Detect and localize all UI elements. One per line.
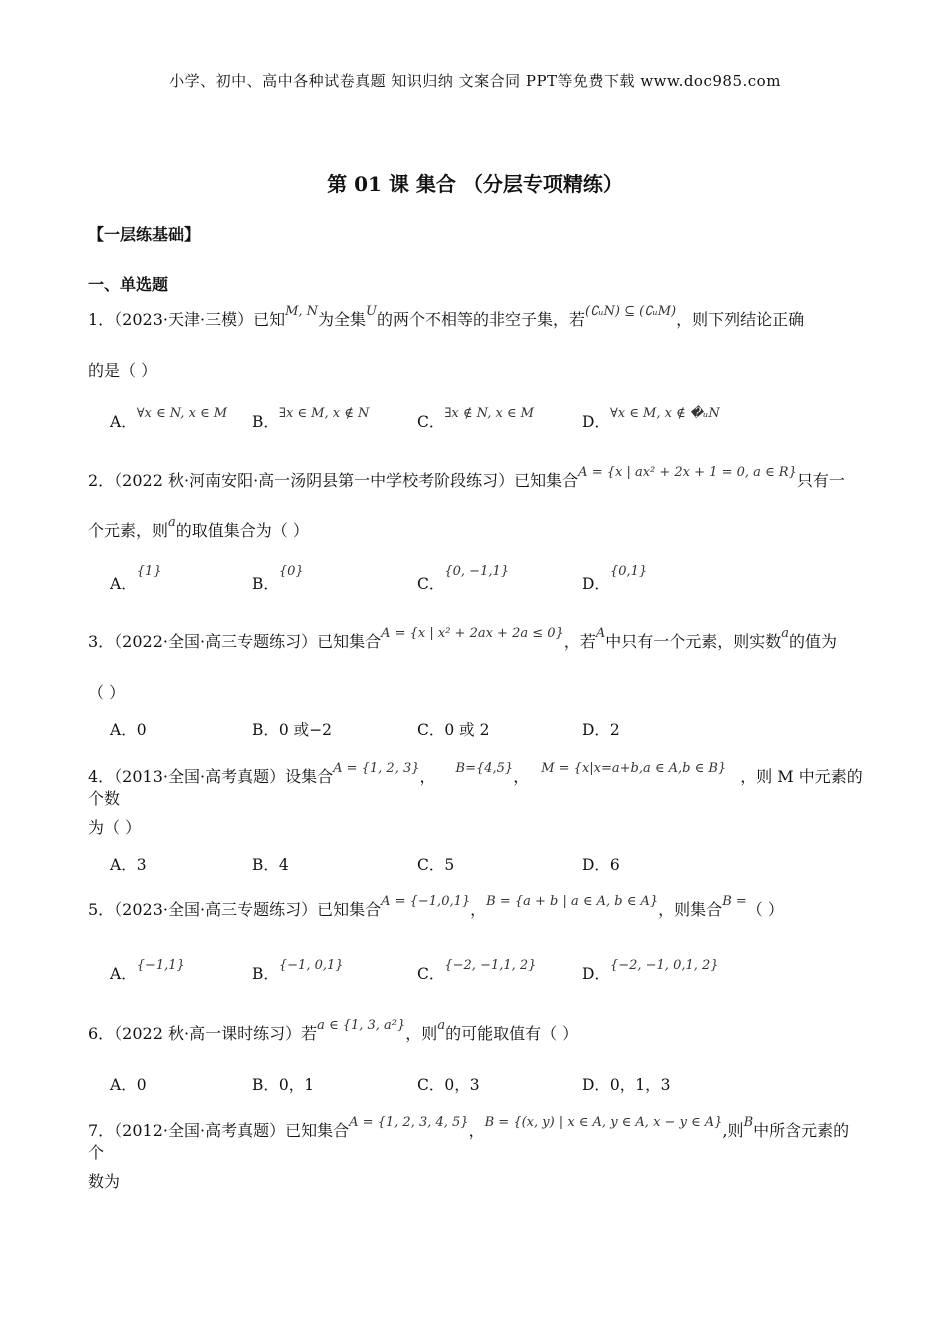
q4-text-3: ，	[513, 767, 530, 786]
q3-line2: （ ）	[88, 683, 126, 702]
q3-option-c[interactable]	[417, 718, 489, 740]
section-heading: 一、单选题	[88, 275, 169, 294]
q4-text: 4．（2013·全国·高考真题）设集合	[88, 767, 334, 786]
q5-option-c[interactable]	[417, 958, 537, 984]
question-7	[88, 1115, 863, 1163]
option-math: {0, −1,1}	[444, 564, 510, 579]
q4-option-d[interactable]	[582, 853, 620, 875]
q3-math-3: a	[781, 626, 789, 641]
q3-math-2: A	[595, 626, 606, 641]
q6-text-2: ，则	[405, 1024, 438, 1043]
option-math: {−1,1}	[136, 958, 185, 973]
page-title: 第 01 课 集合 （分层专项精练）	[327, 172, 623, 196]
q7-math-2: B = {(x, y) | x ∈ A, y ∈ A, x − y ∈ A}	[484, 1115, 723, 1130]
q7-text-2: ，	[468, 1121, 485, 1140]
option-math: {0}	[278, 564, 304, 579]
option-label: C．	[417, 575, 445, 593]
q7-text-3: ,则	[722, 1121, 744, 1140]
option-label: B．0 或	[252, 721, 310, 739]
option-label: C．5	[417, 856, 455, 874]
option-label: A．	[110, 965, 137, 983]
q6-option-a[interactable]	[110, 1073, 147, 1095]
q1-text: 1．（2023·天津·三模）已知	[88, 310, 286, 329]
option-math: {0,1}	[609, 564, 648, 579]
option-label: C．	[417, 413, 445, 431]
q6-math-2: a	[437, 1018, 446, 1033]
q5-option-d[interactable]	[582, 958, 719, 984]
option-label: A．	[110, 413, 137, 431]
q2-option-d[interactable]	[582, 564, 648, 594]
q3-option-a[interactable]	[110, 718, 147, 740]
question-4	[88, 761, 863, 809]
q3-text: 3．（2022·全国·高三专题练习）已知集合	[88, 632, 382, 651]
q5-option-b[interactable]	[252, 958, 344, 984]
option-label: D．0，1，3	[582, 1076, 671, 1094]
q5-math-2: B = {a + b | a ∈ A, b ∈ A}	[486, 894, 659, 909]
q2-line2-text-2: 的取值集合为（ ）	[175, 521, 309, 540]
q5-text-3: ，则集合	[658, 900, 723, 919]
q1-text-2: 为全集	[318, 310, 367, 329]
q4-text-4: ，则 M 中元素的个数	[88, 767, 863, 808]
q4-option-c[interactable]	[417, 853, 454, 875]
q1-option-a[interactable]	[110, 406, 228, 432]
question-1	[88, 304, 863, 332]
option-math: −2	[309, 721, 333, 739]
q5-text: 5．（2023·全国·高三专题练习）已知集合	[88, 900, 382, 919]
q6-option-c[interactable]	[417, 1073, 480, 1095]
q2-line2-math: a	[168, 515, 176, 530]
q4-math-3: M = {x|x=a+b,a ∈ A,b ∈ B}	[541, 761, 727, 776]
option-math: {−1, 0,1}	[278, 958, 344, 973]
q4-option-b[interactable]	[252, 853, 289, 875]
q2-line2-text: 个元素，则	[88, 521, 169, 540]
option-label: D．	[582, 575, 610, 593]
option-label: B．4	[252, 856, 289, 874]
q7-math-3: B	[743, 1115, 754, 1130]
q7-math-1: A = {1, 2, 3, 4, 5}	[349, 1115, 469, 1130]
q6-math-1: a ∈ {1, 3, a²}	[317, 1018, 406, 1033]
question-5	[88, 894, 863, 922]
option-label: D．	[582, 965, 610, 983]
option-math: ∃x ∈ M, x ∉ N	[278, 406, 370, 421]
q6-option-d[interactable]	[582, 1073, 671, 1095]
q5-math-3: B =	[722, 894, 747, 909]
option-label: B．	[252, 965, 279, 983]
q2-math-1: A = {x | ax² + 2x + 1 = 0, a ∈ R}	[578, 465, 797, 480]
q3-text-2: ，若	[563, 632, 596, 651]
option-label: D．6	[582, 856, 620, 874]
q1-text-3: 的两个不相等的非空子集，若	[377, 310, 586, 329]
q4-option-a[interactable]	[110, 853, 147, 875]
option-label: C．0 或 2	[417, 721, 490, 739]
question-6	[88, 1018, 863, 1046]
q4-text-2: ，	[419, 767, 436, 786]
q7-line2: 数为	[88, 1172, 121, 1191]
q4-math-2: B={4,5}	[455, 761, 514, 776]
q5-text-2: ，	[470, 900, 487, 919]
q7-text-4: 中所含元素的个	[88, 1121, 850, 1162]
q1-math-1: M, N	[285, 304, 319, 319]
q1-option-b[interactable]	[252, 406, 370, 432]
option-label: C．	[417, 965, 445, 983]
option-label: C．0，3	[417, 1076, 480, 1094]
option-math: ∃x ∉ N, x ∈ M	[444, 406, 534, 421]
question-2	[88, 465, 863, 493]
q5-option-a[interactable]	[110, 958, 185, 984]
q2-text: 2．（2022 秋·河南安阳·高一汤阴县第一中学校考阶段练习）已知集合	[88, 471, 579, 490]
option-label: B．0，1	[252, 1076, 315, 1094]
q7-text: 7．（2012·全国·高考真题）已知集合	[88, 1121, 350, 1140]
option-label: A．0	[110, 721, 147, 739]
q2-text-2: 只有一	[796, 471, 845, 490]
option-math: ∀x ∈ M, x ∉ �ᵤN	[609, 406, 720, 421]
q6-text-3: 的可能取值有（ ）	[445, 1024, 579, 1043]
q1-text-4: ，则下列结论正确	[676, 310, 805, 329]
option-label: B．	[252, 413, 279, 431]
option-math: ∀x ∈ N, x ∈ M	[136, 406, 228, 421]
q5-text-4: （ ）	[746, 900, 784, 919]
q1-math-2: U	[366, 304, 378, 319]
option-label: D．	[582, 413, 610, 431]
option-label: A．	[110, 575, 137, 593]
q1-math-3: (∁ᵤN) ⊆ (∁ᵤM)	[585, 304, 677, 319]
q3-text-3: 中只有一个元素，则实数	[605, 632, 782, 651]
option-label: D．2	[582, 721, 620, 739]
q2-line2	[88, 515, 863, 543]
q2-option-c[interactable]	[417, 564, 510, 594]
q2-option-b[interactable]	[252, 564, 304, 594]
q1-option-d[interactable]	[582, 406, 720, 432]
q6-text: 6．（2022 秋·高一课时练习）若	[88, 1024, 318, 1043]
option-math: {−2, −1, 0,1, 2}	[609, 958, 719, 973]
q2-option-a[interactable]	[110, 564, 162, 594]
q1-option-c[interactable]	[417, 406, 534, 432]
question-3	[88, 626, 863, 654]
page-header: 小学、初中、高中各种试卷真题 知识归纳 文案合同 PPT等免费下载 www.doc985.com	[169, 72, 781, 90]
q6-option-b[interactable]	[252, 1073, 314, 1095]
q5-math-1: A = {−1,0,1}	[381, 894, 471, 909]
q4-line2: 为（ ）	[88, 818, 142, 837]
option-math: {1}	[136, 564, 162, 579]
q1-line2: 的是（ ）	[88, 361, 158, 380]
option-label: B．	[252, 575, 279, 593]
q3-option-b[interactable]	[252, 718, 332, 740]
q3-option-d[interactable]	[582, 718, 620, 740]
q4-math-1: A = {1, 2, 3}	[333, 761, 420, 776]
option-label: A．0	[110, 1076, 147, 1094]
option-label: A．3	[110, 856, 147, 874]
q3-math-1: A = {x | x² + 2ax + 2a ≤ 0}	[381, 626, 564, 641]
option-math: {−2, −1,1, 2}	[444, 958, 537, 973]
level-heading: 【一层练基础】	[88, 225, 201, 244]
q3-text-4: 的值为	[789, 632, 838, 651]
